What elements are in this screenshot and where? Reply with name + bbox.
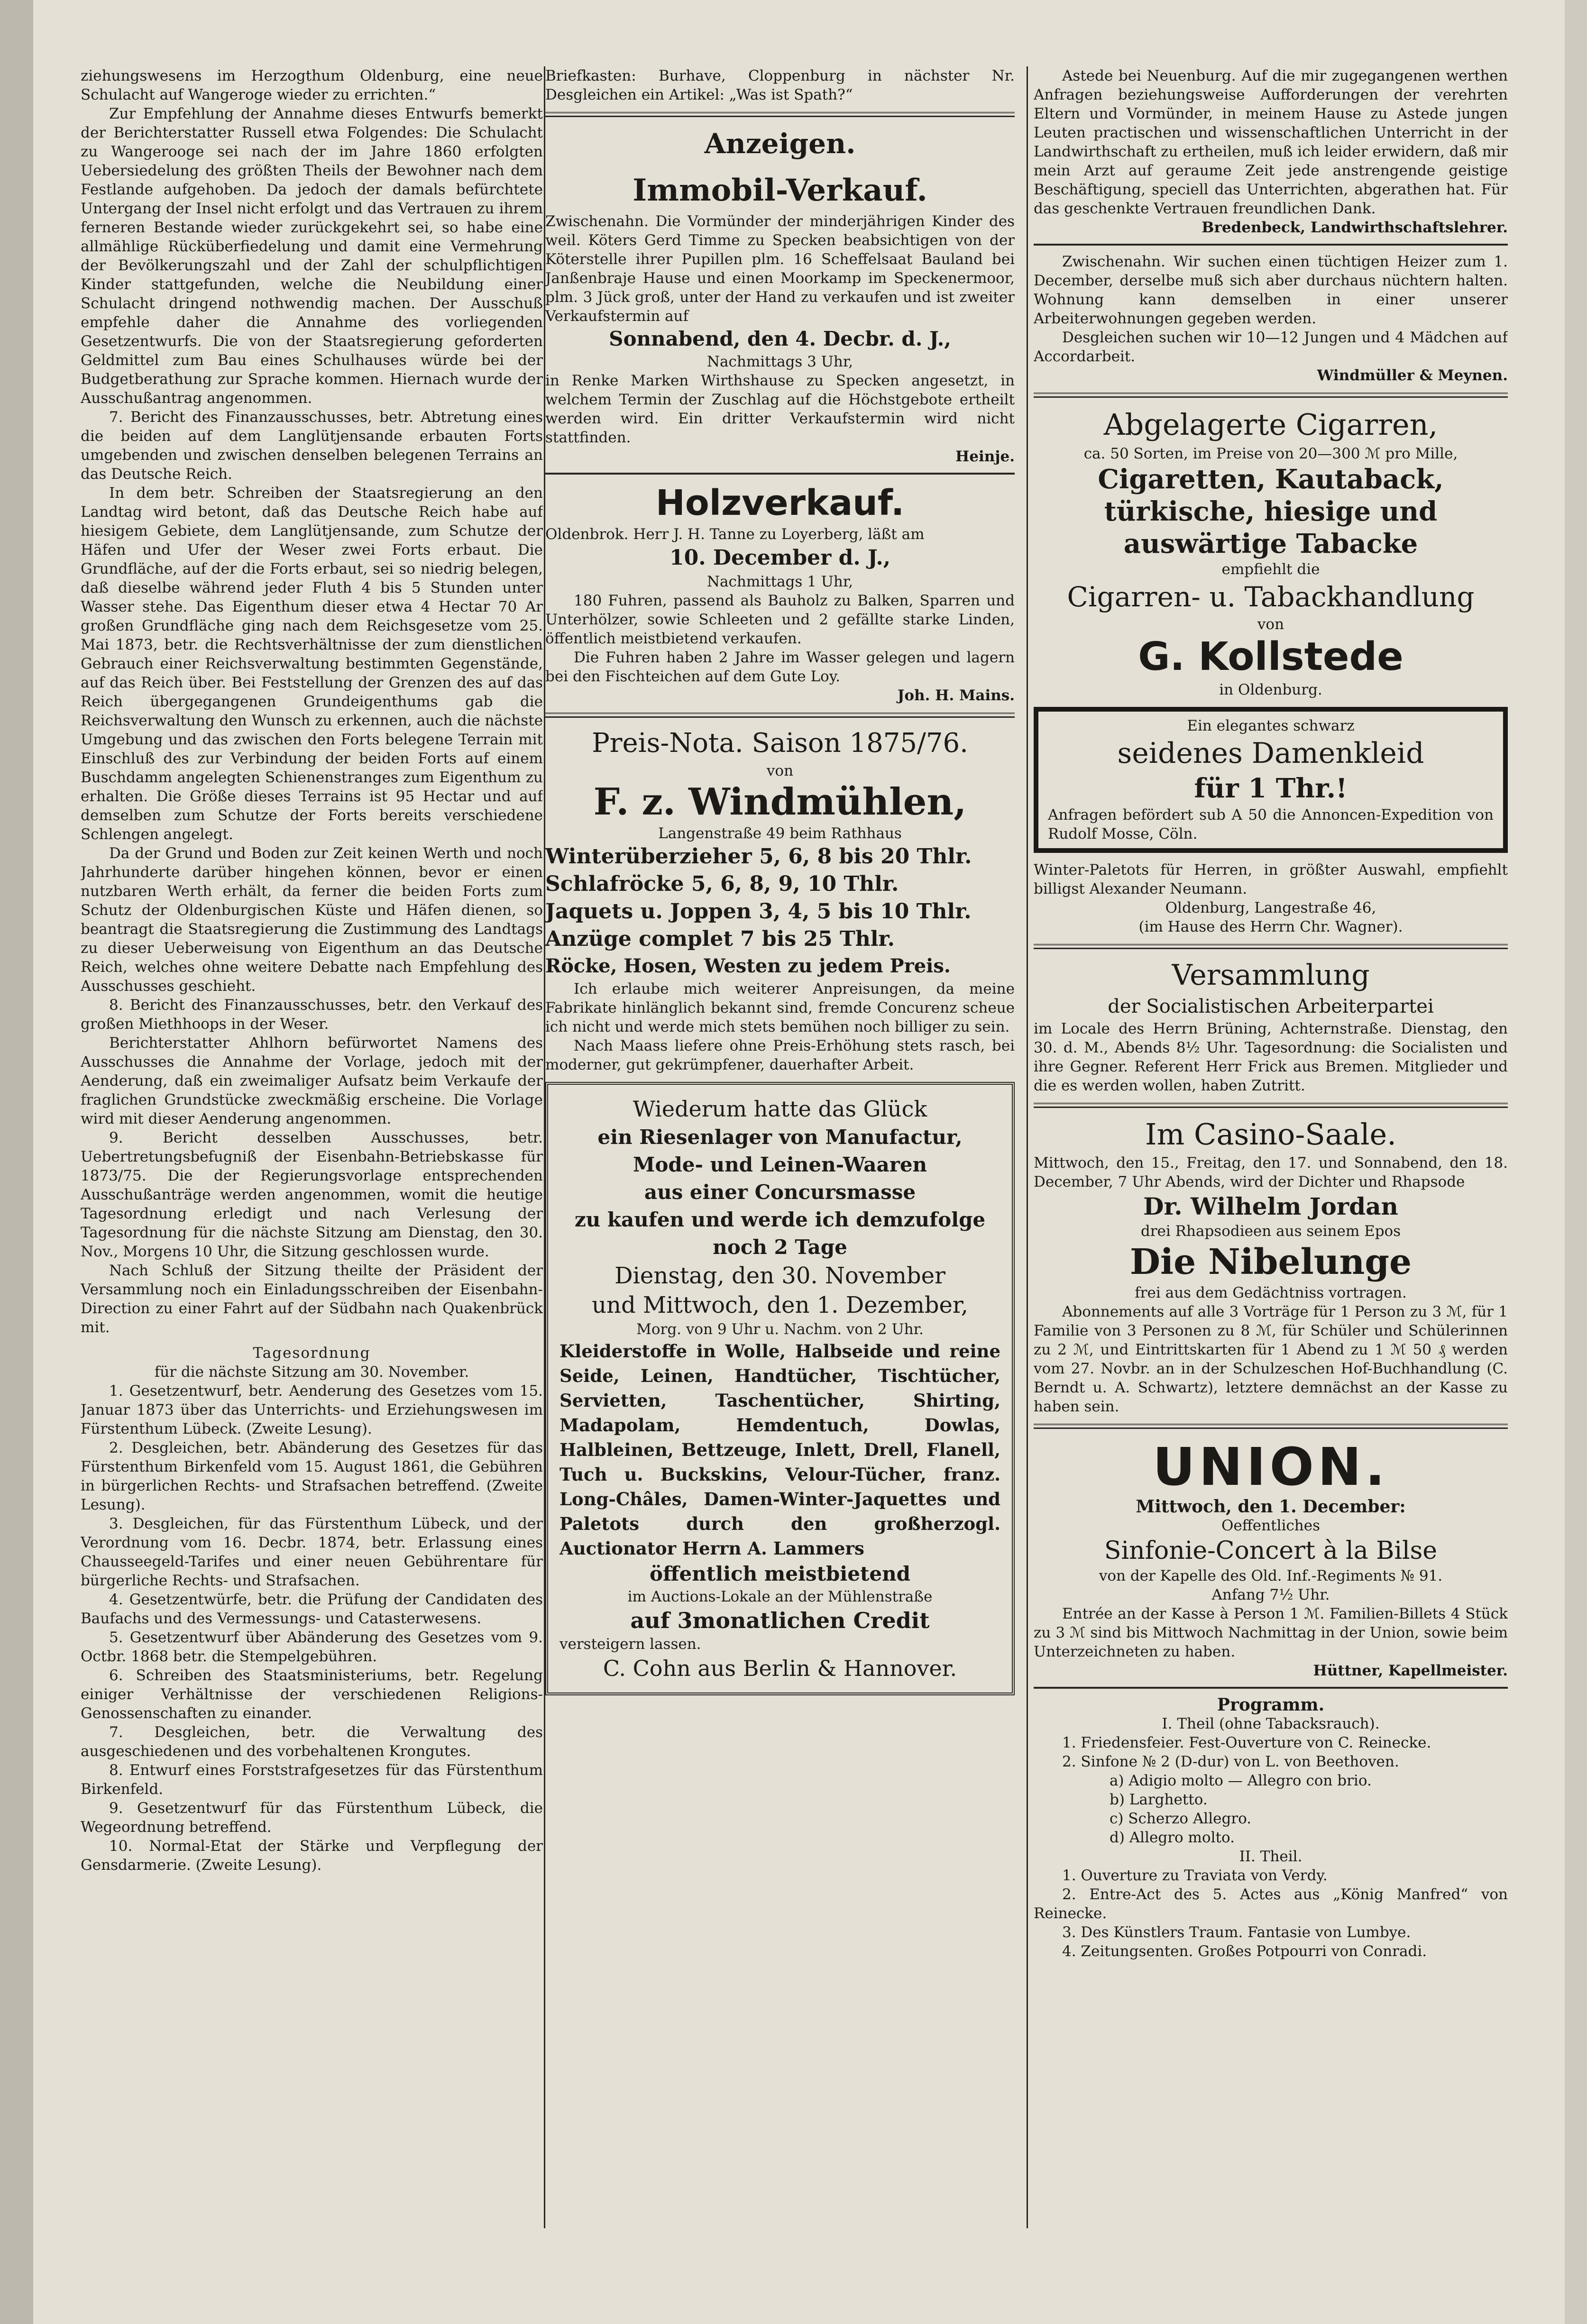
winter-paletots: Winter-Paletots für Herren, in größter Auswahl, empfiehlt billigst Alexander Neumann. [1034, 861, 1508, 897]
cigar-shop: Cigarren- u. Tabackhandlung [1067, 581, 1475, 613]
meeting-title: Versammlung [1172, 959, 1370, 992]
page-edge [1565, 0, 1587, 2324]
cigar-line: auswärtige Tabacke [1123, 528, 1418, 559]
immobil-title: Immobil-Verkauf. [633, 173, 927, 208]
cigar-firm: G. Kollstede [1138, 634, 1404, 679]
cohn-versteigern: versteigern lassen. [560, 1636, 701, 1653]
cigar-line: türkische, hiesige und [1104, 496, 1438, 527]
winter-address-2: (im Hause des Herrn Chr. Wagner). [1138, 918, 1403, 935]
divider [545, 473, 1015, 475]
casino-text-2: Abonnements auf alle 3 Vorträge für 1 Person zu 3 ℳ, für 1 Familie von 3 Personen zu 8 ℳ, für Schüler und Schülerinnen zu 2 ℳ, und Eintrittskarten für 1 Abend zu 1 ℳ 50 ₰ werden vom 27. Novbr. an in der Schulzeschen Hof-Buchhandlung (C. Berndt u. A. Schwartz), letztere demnächst an der Kasse zu haben sein. [1034, 1303, 1508, 1415]
cohn-advert [545, 1082, 1015, 1695]
cohn-line: Wiederum hatte das Glück [633, 1096, 927, 1122]
immobil-signature: Heinje. [955, 448, 1015, 465]
agenda-item: 9. Gesetzentwurf für das Fürstenthum Lübeck, die Wegeordnung betreffend. [81, 1800, 543, 1836]
holz-signature: Joh. H. Mains. [897, 687, 1015, 704]
union-text: Entrée an der Kasse à Person 1 ℳ. Familien-Billets 4 Stück zu 3 ℳ sind bis Mittwoch Nachmittag in der Union, sowie beim Unterzeichneten zu haben. [1034, 1605, 1508, 1660]
agenda-item: 8. Entwurf eines Forststrafgesetzes für das Fürstenthum Birkenfeld. [81, 1762, 543, 1798]
preis-text-2: Nach Maass liefere ohne Preis-Erhöhung stets rasch, bei moderner, gut gekrümpfener, dauerhafter Arbeit. [545, 1037, 1015, 1073]
agenda-item: 10. Normal-Etat der Stärke und Verpflegung der Gensdarmerie. (Zweite Lesung). [81, 1838, 543, 1874]
program-item: 4. Zeitungsenten. Großes Potpourri von Conradi. [1062, 1943, 1427, 1960]
program-item: 3. Des Künstlers Traum. Fantasie von Lumbye. [1062, 1924, 1411, 1941]
casino-epos: Die Nibelunge [1129, 1242, 1412, 1282]
letterbox-notice: Briefkasten: Burhave, Cloppenburg in nächster Nr. Desgleichen ein Artikel: „Was ist Spath?“ [545, 67, 1015, 103]
agenda-item: 7. Desgleichen, betr. die Verwaltung des ausgeschiedenen und des vorbehaltenen Krongutes. [81, 1724, 543, 1760]
column-ads-middle [545, 66, 1015, 2247]
preis-firm: F. z. Windmühlen, [593, 780, 967, 823]
agenda-subtitle: für die nächste Sitzung am 30. November. [154, 1363, 469, 1381]
divider [1034, 944, 1508, 949]
cohn-signature: C. Cohn aus Berlin & Hannover. [603, 1656, 957, 1681]
preis-title: Preis-Nota. Saison 1875/76. [592, 728, 968, 759]
zwischenahn-signature: Windmüller & Meynen. [1317, 367, 1508, 384]
divider [545, 112, 1015, 117]
union-oeffentlich: Oeffentliches [1221, 1517, 1320, 1534]
astede-signature: Bredenbeck, Landwirthschaftslehrer. [1202, 219, 1508, 236]
cohn-goods: Kleiderstoffe in Wolle, Halbseide und reine Seide, Leinen, Handtücher, Tischtücher, Servietten, Taschentücher, Shirting, Madapolam, Hemdentuch, Dowlas, Halbleinen, Bettzeuge, Inlett, Drell, Flanell, Tuch u. Buckskins, Velour-Tücher, franz. Long-Châles, Damen-Winter-Jaquettes und Paletots durch den großherzogl. Auctionator Herrn A. Lammers [560, 1341, 1000, 1559]
winter-address: Oldenburg, Langestraße 46, [1165, 899, 1376, 916]
zwischenahn-notice: Zwischenahn. Wir suchen einen tüchtigen Heizer zum 1. December, derselbe muß sich aber durchaus nüchtern halten. Wohnung kann demselben in einer unserer Arbeiterwohnungen gegeben werden. [1034, 253, 1508, 327]
report-paragraph: Nach Schluß der Sitzung theilte der Präsident der Versammlung noch ein Einladungsschreiben der Eisenbahn-Direction zu einer Fahrt auf der Südbahn nach Quakenbrück mit. [81, 1262, 543, 1336]
cigar-line: Cigaretten, Kautaback, [1098, 464, 1444, 495]
agenda-item: 2. Desgleichen, betr. Abänderung des Gesetzes für das Fürstenthum Birkenfeld vom 15. August 1861, die Gebühren in bürgerlichen Rechts- und Strafsachen betreffend. (Zweite Lesung). [81, 1439, 543, 1513]
holz-text: Oldenbrok. Herr J. H. Tanne zu Loyerberg, läßt am [545, 526, 925, 543]
preis-address: Langenstraße 49 beim Rathhaus [658, 825, 902, 842]
program-item: b) Larghetto. [1110, 1791, 1208, 1808]
program-title: Programm. [1217, 1695, 1325, 1715]
immobil-text: Zwischenahn. Die Vormünder der minderjährigen Kinder des weil. Köters Gerd Timme zu Specken beabsichtigen von der Köterstelle ihrer Pupillen plm. 16 Scheffelsaat Bauland bei Janßenbraje Hause und einen Moorkamp im Speckenermoor, plm. 3 Jück groß, unter der Hand zu verkaufen und ist zweiter Verkaufstermin auf [545, 213, 1015, 325]
cohn-public: öffentlich meistbietend [649, 1562, 911, 1585]
union-kapelle: von der Kapelle des Old. Inf.-Regiments № 91. [1099, 1567, 1443, 1584]
program-item: d) Allegro molto. [1110, 1829, 1235, 1846]
report-paragraph: Da der Grund und Boden zur Zeit keinen Werth und noch Jahrhunderte darüber hingehen können, bevor er einen nutzbaren Werth erhält, da ferner die beiden Forts zum Schutz der Oldenburgischen Küste und Häfen dienen, so beantragt die Staatsregierung die Zustimmung des Landtags zu dieser Ueberweisung von Eigenthum an das Deutsche Reich, welches ohne weitere Debatte nach Empfehlung des Ausschusses geschieht. [81, 845, 543, 995]
report-paragraph: Zur Empfehlung der Annahme dieses Entwurfs bemerkt der Berichterstatter Russell etwa Folgendes: Die Schulacht zu Wangerooge sei nach der im Jahre 1860 erfolgten Uebersiedelung des größten Theils der Bewohner nach dem Festlande aufgehoben. Da jedoch der damals befürchtete Untergang der Insel nicht erfolgt und das Vertrauen zu ihrem ferneren Bestande wieder zurückgekehrt sei, so habe eine allmählige Rücküberfiedelung und damit eine Vermehrung der Bevölkerungszahl und der Zahl der schulpflichtigen Kinder stattgefunden, welche die Neubildung einer Schulacht dringend nothwendig machen. Der Ausschuß empfehle daher die Annahme des vorliegenden Gesetzentwurfs. Die von der Staatsregierung geforderten Geldmittel zum Bau eines Schulhauses würde bei der Budgetberathung zur Sprache kommen. Hiernach wurde der Ausschußantrag angenommen. [81, 105, 543, 407]
preis-text: Ich erlaube mich weiterer Anpreisungen, da meine Fabrikate hinlänglich bekannt sind, fremde Concurenz scheue ich nicht und werde mich stets bemühen noch billiger zu sein. [545, 980, 1015, 1035]
dress-line: Ein elegantes schwarz [1187, 717, 1355, 734]
price-line: Anzüge complet 7 bis 25 Thlr. [545, 927, 895, 951]
cohn-place: im Auctions-Lokale an der Mühlenstraße [627, 1588, 933, 1605]
holz-date: 10. December d. J., [669, 546, 891, 570]
cohn-line: ein Riesenlager von Manufactur, Mode- und Leinen-Waaren [597, 1125, 963, 1176]
binding-gutter [0, 0, 33, 2324]
program-part-2: II. Theil. [1239, 1848, 1303, 1865]
cohn-date: Dienstag, den 30. November [615, 1263, 945, 1289]
cohn-date: und Mittwoch, den 1. Dezember, [592, 1292, 968, 1318]
union-signature: Hüttner, Kapellmeister. [1313, 1662, 1508, 1679]
agenda-list [81, 1382, 543, 1875]
report-paragraph: In dem betr. Schreiben der Staatsregierung an den Landtag wird betont, daß das Deutsche Reich habe auf hiesigem Gebiete, dem Langlütjensande, zum Schutze der Häfen und Ufer der Weser zwei Forts erbaut. Die Grundfläche, auf der die Forts erbaut, sei so niedrig belegen, daß dieselbe während jeder Fluth 4 bis 5 Stunden unter Wasser stehe. Das Eigenthum dieser etwa 4 Hectar 70 Ar großen Grundfläche ging nach dem Reichsgesetze vom 25. Mai 1873, betr. die Rechtsverhältnisse der zum dienstlichen Gebrauch einer Reichsverwaltung bestimmten Gegenstände, auf das Reich über. Bei Feststellung der Grenzen des auf das Reich übergegangenen Grundeigenthums gab die Reichsverwaltung den Wunsch zu erkennen, auch die nächste Umgebung und das zwischen den Forts belegene Terrain mit Einschluß des zur Verbindung der beiden Forts auf einem Buschdamm angelegten Schienenstranges zum Eigenthum zu erhalten. Die Größe dieses Terrains ist 95 Hectar und auf demselben zum Schutze der Forts bereits verschiedene Schlengen angelegt. [81, 485, 543, 843]
casino-text: Mittwoch, den 15., Freitag, den 17. und Sonnabend, den 18. December, 7 Uhr Abends, wird der Dichter und Rhapsode [1034, 1154, 1508, 1190]
meeting-text: im Locale des Herrn Brüning, Achternstraße. Dienstag, den 30. d. M., Abends 8½ Uhr. Tagesordnung: die Socialisten und ihre Gegner. Referent Herr Frick aus Bremen. Mitglieder und die es werden wollen, haben Zutritt. [1034, 1020, 1508, 1094]
agenda-item: 4. Gesetzentwürfe, betr. die Prüfung der Candidaten des Baufachs und des Vermessungs- und Catasterwesens. [81, 1591, 543, 1627]
union-anfang: Anfang 7½ Uhr. [1211, 1586, 1330, 1603]
zwischenahn-notice-2: Desgleichen suchen wir 10—12 Jungen und 4 Mädchen auf Accordarbeit. [1034, 329, 1508, 365]
cigar-subtitle: ca. 50 Sorten, im Preise von 20—300 ℳ pro Mille, [1083, 445, 1458, 462]
program-part-1: I. Theil (ohne Tabacksrauch). [1162, 1715, 1380, 1732]
divider [1034, 244, 1508, 246]
cigar-title: Abgelagerte Cigarren, [1103, 407, 1438, 442]
column-rule [1027, 66, 1028, 2228]
cohn-line: zu kaufen und werde ich demzufolge noch 2 Tage [574, 1208, 986, 1259]
report-paragraph: 7. Bericht des Finanzausschusses, betr. Abtretung eines die beiden auf dem Langlütjensande erbauten Forts umgebenden und zwischen denselben belegenen Terrains an das Deutsche Reich. [81, 409, 543, 483]
dress-advert [1034, 707, 1508, 853]
price-line: Winterüberzieher 5, 6, 8 bis 20 Thlr. [545, 844, 972, 869]
divider [1034, 393, 1508, 398]
program-item: 1. Friedensfeier. Fest-Ouverture von C. Reinecke. [1062, 1734, 1431, 1751]
preis-von: von [766, 762, 794, 779]
casino-title: Im Casino-Saale. [1145, 1117, 1396, 1152]
report-lead: ziehungswesens im Herzogthum Oldenburg, eine neue Schulacht auf Wangeroge wieder zu errichten.“ [81, 67, 543, 103]
cohn-line: aus einer Concursmasse [644, 1180, 916, 1204]
price-line: Jaquets u. Joppen 3, 4, 5 bis 10 Thlr. [545, 899, 972, 924]
immobil-text-2: in Renke Marken Wirthshause zu Specken angesetzt, in welchem Termin der Zuschlag auf die Höchstgebote ertheilt werden wird. Ein dritter Verkaufstermin wird nicht stattfinden. [545, 372, 1015, 446]
ads-heading: Anzeigen. [704, 128, 856, 160]
program-item: 2. Sinfone № 2 (D-dur) von L. von Beethoven. [1062, 1753, 1399, 1770]
report-paragraph: 9. Bericht desselben Ausschusses, betr. Uebertretungsbefugniß der Eisenbahn-Betriebskasse für 1873/75. Die der Regierungsvorlage entsprechenden Ausschußanträge werden angenommen, womit die heutige Tagesordnung erledigt und nach Verlesung der Tagesordnung für die nächste Sitzung am Dienstag, den 30. Nov., Morgens 10 Uhr, die Sitzung geschlossen wurde. [81, 1129, 543, 1260]
cigar-empfiehlt: empfiehlt die [1221, 561, 1320, 578]
astede-notice: Astede bei Neuenburg. Auf die mir zugegangenen werthen Anfragen beziehungsweise Aufforderungen der verehrten Eltern und Vormünder, in meinem Hause zu Astede jungen Leuten practischen und wissenschaftlichen Unterricht in der Landwirthschaft zu ertheilen, muß ich leider erwidern, daß mir mein Arzt auf geraume Zeit jede anstrengende geistige Beschäftigung, speciell das Unterrichten, abgerathen hat. Für das geschenkte Vertrauen freundlichen Dank. [1034, 67, 1508, 217]
agenda-title: Tagesordnung [253, 1345, 371, 1362]
meeting-subtitle: der Socialistischen Arbeiterpartei [1108, 996, 1434, 1017]
cohn-time: Morg. von 9 Uhr u. Nachm. von 2 Uhr. [636, 1321, 924, 1338]
column-report [81, 66, 543, 2238]
program-item: 2. Entre-Act des 5. Actes aus „König Manfred“ von Reinecke. [1034, 1886, 1508, 1922]
casino-frei: frei aus dem Gedächtniss vortragen. [1135, 1284, 1407, 1301]
report-paragraph: 8. Bericht des Finanzausschusses, betr. den Verkauf des großen Miethhoops in der Weser. [81, 997, 543, 1033]
cohn-credit: auf 3monatlichen Credit [630, 1608, 930, 1633]
immobil-time: Nachmittags 3 Uhr, [706, 353, 853, 370]
cigar-von: von [1257, 616, 1284, 633]
price-line: Röcke, Hosen, Westen zu jedem Preis. [545, 955, 951, 977]
divider [1034, 1103, 1508, 1108]
divider [1034, 1687, 1508, 1689]
holz-time: Nachmittags 1 Uhr, [706, 573, 853, 590]
union-title: UNION. [1153, 1436, 1389, 1497]
report-paragraph: Berichterstatter Ahlhorn befürwortet Namens des Ausschusses die Annahme der Vorlage, jedoch mit der Aenderung, daß ein zweimaliger Aufsatz beim Verkaufe der fraglichen Grundstücke zweckmäßig erscheine. Die Vorlage wird mit dieser Aenderung angenommen. [81, 1034, 543, 1127]
dress-line: seidenes Damenkleid [1117, 737, 1424, 770]
agenda-item: 6. Schreiben des Staatsministeriums, betr. Regelung einiger Verhältnisse der verschiedenen Religions-Genossenschaften zu einander. [81, 1667, 543, 1722]
union-concert: Sinfonie-Concert à la Bilse [1104, 1537, 1438, 1565]
column-ads-right [1034, 66, 1508, 2247]
holz-text-2: 180 Fuhren, passend als Bauholz zu Balken, Sparren und Unterhölzer, sowie Schleeten und 2 gefällte starke Linden, öffentlich meistbietend verkaufen. [545, 592, 1015, 647]
divider [1034, 1424, 1508, 1429]
dress-line: für 1 Thr.! [1194, 773, 1348, 804]
program-item: c) Scherzo Allegro. [1110, 1810, 1252, 1827]
dress-text: Anfragen befördert sub A 50 die Annoncen-Expedition von Rudolf Mosse, Cöln. [1048, 806, 1494, 842]
union-date: Mittwoch, den 1. December: [1136, 1497, 1406, 1517]
agenda-item: 1. Gesetzentwurf, betr. Aenderung des Gesetzes vom 15. Januar 1873 über das Unterrichts- und Erziehungswesen im Fürstenthum Lübeck. (Zweite Lesung). [81, 1382, 543, 1437]
program-item: a) Adigio molto — Allegro con brio. [1110, 1772, 1372, 1789]
holz-text-3: Die Fuhren haben 2 Jahre im Wasser gelegen und lagern bei den Fischteichen auf dem Gute Loy. [545, 649, 1015, 685]
agenda-item: 5. Gesetzentwurf über Abänderung des Gesetzes vom 9. Octbr. 1868 betr. die Stempelgebühren. [81, 1629, 543, 1665]
price-line: Schlafröcke 5, 6, 8, 9, 10 Thlr. [545, 872, 899, 896]
cigar-city: in Oldenburg. [1219, 681, 1322, 698]
agenda-item: 3. Desgleichen, für das Fürstenthum Lübeck, und der Verordnung vom 16. Decbr. 1874, betr. Erlassung eines Chausseegeld-Tarifes und einer neuen Gebührentare für bürgerliche Rechts- und Strafsachen. [81, 1515, 543, 1589]
program-item: 1. Ouverture zu Traviata von Verdy. [1062, 1867, 1328, 1884]
casino-drei: drei Rhapsodieen aus seinem Epos [1140, 1223, 1401, 1240]
divider [545, 713, 1015, 718]
casino-name: Dr. Wilhelm Jordan [1143, 1192, 1398, 1220]
holz-title: Holzverkauf. [655, 483, 905, 523]
immobil-date: Sonnabend, den 4. Decbr. d. J., [609, 327, 951, 350]
